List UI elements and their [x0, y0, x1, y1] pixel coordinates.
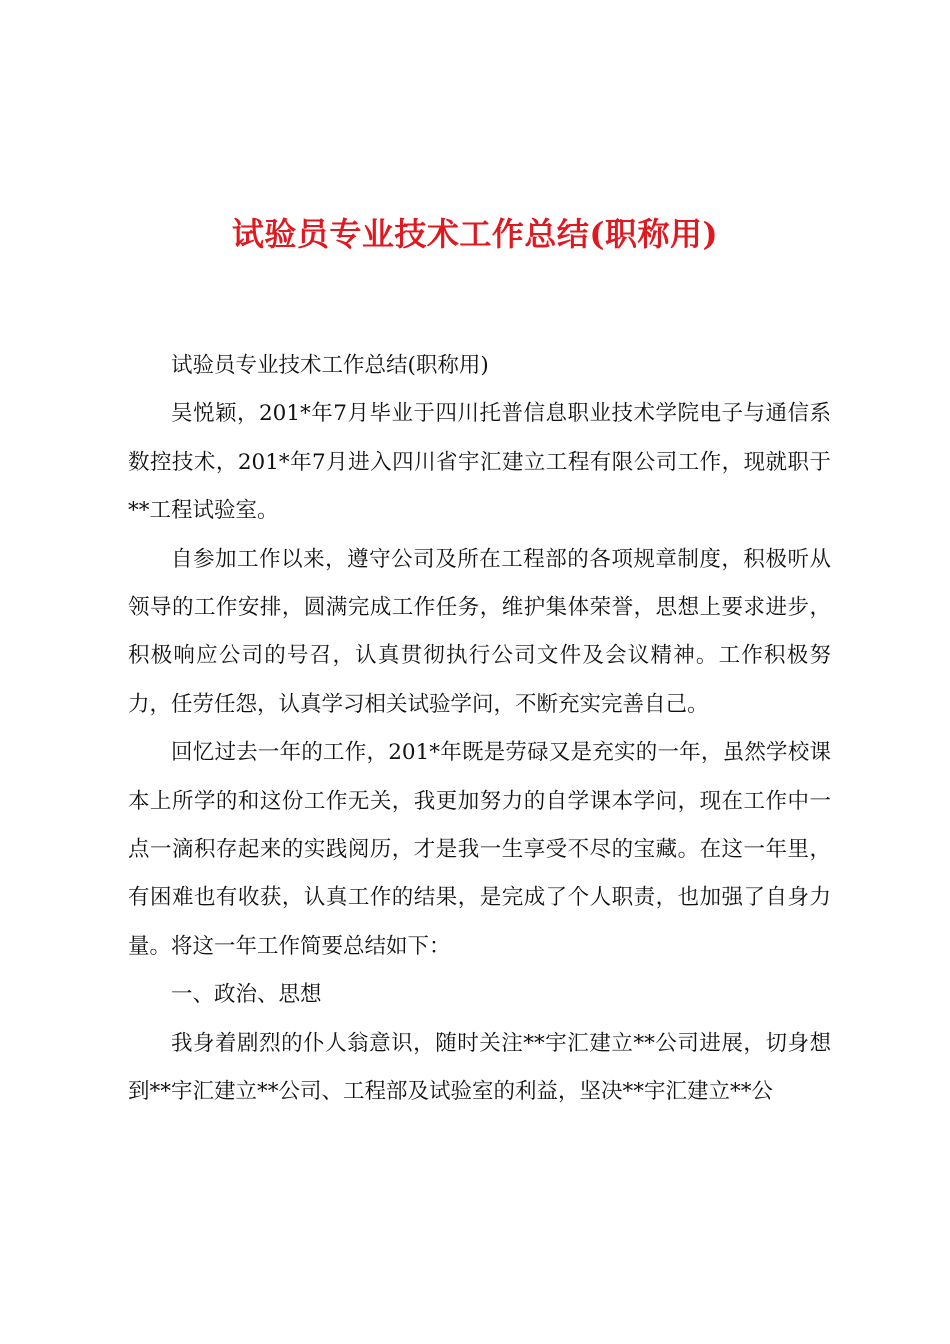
- paragraph-intro: 吴悦颖，201*年7月毕业于四川托普信息职业技术学院电子与通信系数控技术，201*年7月进入四川省宇汇建立工程有限公司工作，现就职于**工程试验室。: [128, 401, 831, 524]
- document-body: [128, 342, 831, 1117]
- section-heading-politics: 一、政治、思想: [171, 982, 322, 1008]
- paragraph-review: 回忆过去一年的工作，201*年既是劳碌又是充实的一年，虽然学校课本上所学的和这份工作无关，我更加努力的自学课本学问，现在工作中一点一滴积存起来的实践阅历，才是我一生享受不尽的宝藏。在这一年里，有困难也有收获，认真工作的结果，是完成了个人职责，也加强了自身力量。将这一年工作简要总结如下：: [128, 740, 831, 959]
- paragraph-attitude: 自参加工作以来，遵守公司及所在工程部的各项规章制度，积极听从领导的工作安排，圆满完成工作任务，维护集体荣誉，思想上要求进步，积极响应公司的号召，认真贯彻执行公司文件及会议精神。工作积极努力，任劳任怨，认真学习相关试验学问，不断充实完善自己。: [128, 546, 831, 717]
- paragraph-politics: 我身着剧烈的仆人翁意识，随时关注**宇汇建立**公司进展，切身想到**宇汇建立**公司、工程部及试验室的利益，坚决**宇汇建立**公: [128, 1030, 831, 1105]
- paragraph-heading: 试验员专业技术工作总结(职称用): [171, 353, 489, 378]
- document-title: 试验员专业技术工作总结(职称用): [231, 215, 719, 253]
